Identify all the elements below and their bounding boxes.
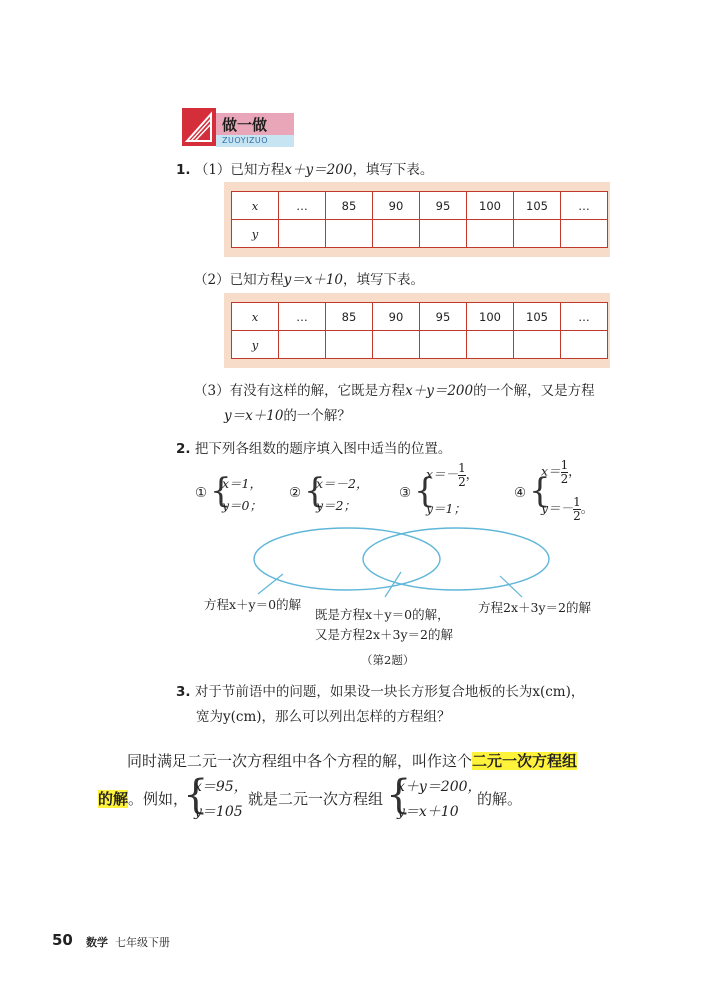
q1-part3-equation-1: x＋y＝200 <box>405 383 474 399</box>
table2-cell: 100 <box>467 303 514 331</box>
right-pointer-line <box>500 576 522 597</box>
group4-bottom-pre: y＝－ <box>541 500 574 516</box>
q1-part1-post: ，填写下表。 <box>352 162 434 178</box>
venn-label-middle-1: 既是方程x＋y＝0的解， <box>315 607 450 622</box>
q3-line2: 宽为y(cm)，那么可以列出怎样的方程组？ <box>196 709 451 725</box>
group4-top-numerator: 1 <box>560 458 569 472</box>
table2-cell: … <box>279 303 326 331</box>
section-title: 做一做 <box>222 116 268 134</box>
q3-line1 <box>176 680 584 700</box>
group3-top-denominator: 2 <box>458 474 466 489</box>
example-bottom: y＝105 <box>194 804 243 820</box>
footer-text <box>86 934 170 950</box>
system-brace: { <box>386 772 412 818</box>
q1-part1-pre: 已知方程 <box>230 162 285 178</box>
group4-bottom-post: 。 <box>580 500 594 516</box>
table1-cell: 100 <box>467 192 514 220</box>
definition-term-highlight-2: 的解 <box>98 790 129 808</box>
q1-part3-text-b: 的一个解，又是方程 <box>473 383 595 399</box>
definition-mid-text: 就是二元一次方程组 <box>248 790 384 808</box>
group3-top-pre: x＝－ <box>426 466 459 482</box>
q2-number: 2. <box>176 441 191 457</box>
q1-part2-label: （2） <box>194 272 230 288</box>
group2-top: x＝－2， <box>316 476 369 491</box>
group3-top-post: ， <box>465 466 479 482</box>
group1-bottom: y＝0； <box>222 498 263 513</box>
group2-bottom: y＝2； <box>316 498 357 513</box>
table1-cell: 105 <box>514 192 561 220</box>
group3-top-numerator: 1 <box>458 461 466 475</box>
q1-part2-equation: y＝x＋10 <box>283 272 344 288</box>
table2-cell: 85 <box>326 303 373 331</box>
example-top: x＝95， <box>194 779 248 795</box>
q1-part1-equation: x＋y＝200 <box>284 162 353 178</box>
venn-label-left: 方程x＋y＝0的解 <box>204 597 302 612</box>
q3-number: 3. <box>176 684 191 700</box>
venn-label-middle-2: 又是方程2x＋3y＝2的解 <box>315 627 453 642</box>
q1-part3-equation-2: y＝x＋10 <box>224 408 284 424</box>
group4-top-post: ， <box>568 463 581 479</box>
section-subtitle: ZUOYIZUO <box>222 136 269 145</box>
definition-term-highlight-1: 二元一次方程组 <box>472 752 578 770</box>
group1-top: x＝1， <box>222 476 263 491</box>
example-brace: { <box>183 772 209 818</box>
definition-tail: 的解。 <box>477 790 523 808</box>
group4-top-denominator: 2 <box>560 471 569 486</box>
footer-grade: 七年级下册 <box>115 936 170 949</box>
q1-number: 1. <box>176 162 191 178</box>
table2-cell: … <box>561 303 608 331</box>
table2-header-x: x <box>232 303 279 331</box>
definition-line1 <box>127 750 577 771</box>
q2-text: 把下列各组数的题序填入图中适当的位置。 <box>194 441 452 457</box>
q1-part3-text-c: 的一个解？ <box>283 408 351 424</box>
right-ellipse <box>363 528 549 590</box>
table1-header-x: x <box>232 192 279 220</box>
table1-cell: 85 <box>326 192 373 220</box>
q3-text-1: 对于节前语中的问题，如果设一块长方形复合地板的长为x(cm)， <box>194 684 585 700</box>
table1-cell: … <box>279 192 326 220</box>
page-number: 50 <box>52 931 73 949</box>
q1-part3-text-a: 有没有这样的解，它既是方程 <box>229 383 406 399</box>
group3-brace: { <box>414 471 436 511</box>
system-bottom: y＝x＋10 <box>397 804 459 820</box>
table1-cell: 90 <box>373 192 420 220</box>
table1-cell: … <box>561 192 608 220</box>
group4-brace: { <box>529 471 551 511</box>
group3-bottom: y＝1； <box>426 501 467 516</box>
figure-caption: （第2题） <box>361 653 415 667</box>
system-top: x＋y＝200， <box>397 779 482 795</box>
table2-cell: 105 <box>514 303 561 331</box>
definition-example-intro: 。例如， <box>128 790 189 808</box>
definition-text: 同时满足二元一次方程组中各个方程的解，叫作这个 <box>127 752 473 770</box>
q1-part3-label: （3） <box>194 383 230 399</box>
definition-line2 <box>98 788 188 809</box>
footer-subject: 数学 <box>86 936 108 949</box>
group4-bottom-denominator: 2 <box>573 508 581 523</box>
q1-part2-pre: 已知方程 <box>229 272 284 288</box>
q1-part2-post: ，填写下表。 <box>343 272 425 288</box>
group4-bottom-numerator: 1 <box>573 495 581 509</box>
group3-mark: ③ <box>399 485 412 501</box>
table1-header-y: y <box>232 220 279 248</box>
group2-brace: { <box>304 471 326 511</box>
group4-top-pre: x＝ <box>541 463 561 479</box>
table2-cell: 90 <box>373 303 420 331</box>
group2-mark: ② <box>289 485 302 501</box>
group4-mark: ④ <box>514 485 527 501</box>
q1-part1-label: （1） <box>194 162 231 178</box>
table2-header-y: y <box>232 331 279 359</box>
venn-label-right: 方程2x＋3y＝2的解 <box>478 600 591 615</box>
table2-cell: 95 <box>420 303 467 331</box>
table1-cell: 95 <box>420 192 467 220</box>
group1-brace: { <box>210 471 232 511</box>
group1-mark: ① <box>195 485 208 501</box>
left-ellipse <box>254 528 440 590</box>
